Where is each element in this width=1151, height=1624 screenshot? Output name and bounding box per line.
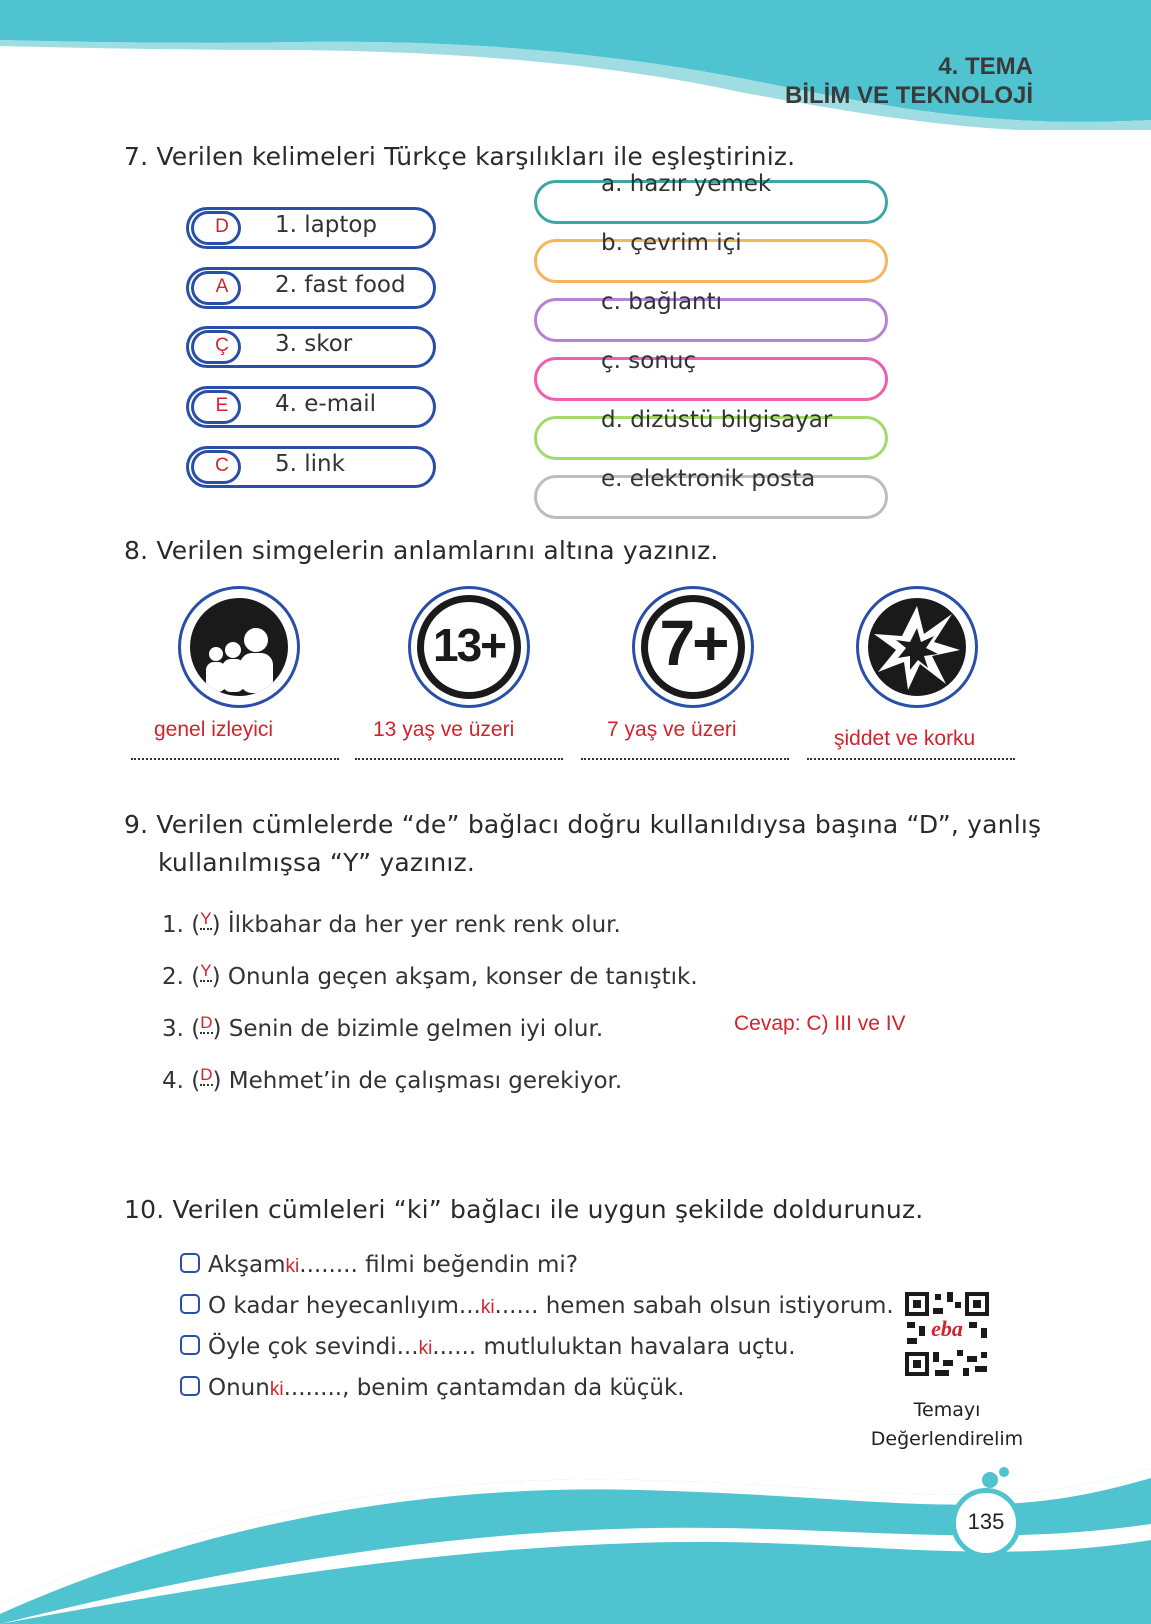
matching-right-item xyxy=(534,348,888,401)
sentence-text: ) İlkbahar da her yer renk renk olur. xyxy=(211,912,621,938)
sentence-number: 2. ( xyxy=(162,964,201,990)
symbol-violence-fear xyxy=(856,586,978,708)
blank-dots: ........ xyxy=(299,1252,358,1278)
symbol-age-7 xyxy=(632,586,754,708)
checkbox-icon[interactable] xyxy=(180,1335,200,1355)
blank-dots: ........ xyxy=(283,1375,343,1401)
symbol-answer-2: 13 yaş ve üzeri xyxy=(373,718,515,741)
item-text-before: Onun xyxy=(208,1375,270,1401)
question-8-title: 8. Verilen simgelerin anlamlarını altına yazınız. xyxy=(124,536,719,565)
matching-right-label: a. hazır yemek xyxy=(601,171,772,197)
matching-left-item xyxy=(186,386,436,428)
matching-right-label: d. dizüstü bilgisayar xyxy=(601,407,833,433)
matching-left-label: 2. fast food xyxy=(275,272,406,298)
sentence-text: ) Senin de bizimle gelmen iyi olur. xyxy=(212,1016,604,1042)
sentence-mark[interactable]: D xyxy=(200,1013,213,1032)
checkbox-icon[interactable] xyxy=(180,1294,200,1314)
matching-right-label: c. bağlantı xyxy=(601,289,723,315)
matching-right-item xyxy=(534,466,888,519)
matching-right-item xyxy=(534,171,888,224)
qr-caption xyxy=(862,1396,1032,1454)
sentence-mark[interactable]: Y xyxy=(200,961,212,980)
matching-left-label: 5. link xyxy=(275,451,345,477)
item-text-after: filmi beğendin mi? xyxy=(357,1252,579,1278)
question-9-title-line-1: 9. Verilen cümlelerde “de” bağlacı doğru kullanıldıysa başına “D”, yanlış xyxy=(124,810,1042,839)
matching-left-item xyxy=(186,446,436,488)
matching-right-item xyxy=(534,407,888,460)
fill-in-item xyxy=(180,1334,796,1360)
general-audience-icon xyxy=(190,598,288,696)
matching-answer: C xyxy=(215,455,229,476)
symbol-answer-3: 7 yaş ve üzeri xyxy=(607,718,737,741)
blank-dots: ...... xyxy=(432,1334,477,1360)
answer-line-1 xyxy=(131,755,339,760)
blank-dots: ...... xyxy=(494,1293,539,1319)
answer-note: Cevap: C) III ve IV xyxy=(734,1012,906,1035)
item-text-after: hemen sabah olsun istiyorum. xyxy=(538,1293,894,1319)
sentence-row xyxy=(162,909,621,938)
symbol-answer-1: genel izleyici xyxy=(154,718,274,741)
matching-right-label: e. elektronik posta xyxy=(601,466,816,492)
qr-code[interactable] xyxy=(903,1290,991,1378)
theme-number: 4. TEMA xyxy=(938,53,1033,80)
matching-left-item xyxy=(186,326,436,368)
matching-answer: Ç xyxy=(215,335,229,356)
checkbox-icon[interactable] xyxy=(180,1253,200,1273)
sentence-number: 4. ( xyxy=(162,1068,201,1094)
fill-in-item xyxy=(180,1252,578,1278)
page-number: 135 xyxy=(967,1509,1005,1534)
matching-right-item xyxy=(534,289,888,342)
matching-left-item xyxy=(186,207,436,249)
matching-left-item xyxy=(186,267,436,309)
matching-answer: E xyxy=(215,395,229,416)
question-7-title: 7. Verilen kelimeleri Türkçe karşılıkları ile eşleştiriniz. xyxy=(124,142,796,171)
sentence-row xyxy=(162,961,698,990)
matching-left-label: 3. skor xyxy=(275,331,353,357)
ki-answer[interactable]: ki xyxy=(269,1379,284,1400)
matching-answer: A xyxy=(215,276,229,297)
ki-answer[interactable]: ki xyxy=(480,1297,495,1318)
qr-caption-line-2: Değerlendirelim xyxy=(870,1428,1024,1450)
question-9-title-line-2: kullanılmışsa “Y” yazınız. xyxy=(158,848,476,877)
sentence-mark[interactable]: Y xyxy=(200,909,212,928)
item-text-before: Akşam xyxy=(208,1252,286,1278)
page-number-badge xyxy=(951,1488,1021,1558)
theme-header xyxy=(785,52,1033,110)
ki-answer[interactable]: ki xyxy=(418,1338,433,1359)
theme-title: BİLİM VE TEKNOLOJİ xyxy=(784,82,1033,109)
sentence-row xyxy=(162,1065,623,1094)
symbol-age-13 xyxy=(408,586,530,708)
symbol-answer-4: şiddet ve korku xyxy=(834,727,976,750)
item-text-after: , benim çantamdan da küçük. xyxy=(342,1375,685,1401)
qr-caption-line-1: Temayı xyxy=(913,1399,981,1421)
eba-logo: eba xyxy=(925,1318,969,1342)
answer-line-2 xyxy=(355,755,563,760)
matching-right-label: b. çevrim içi xyxy=(601,230,742,256)
sentence-text: ) Onunla geçen akşam, konser de tanıştık. xyxy=(211,964,698,990)
violence-fear-icon xyxy=(868,598,966,696)
sentence-row xyxy=(162,1013,604,1042)
matching-right-item xyxy=(534,230,888,283)
matching-left-label: 1. laptop xyxy=(275,212,378,238)
answer-line-3 xyxy=(581,755,789,760)
item-text-before: Öyle çok sevindi... xyxy=(208,1334,419,1360)
fill-in-item xyxy=(180,1375,685,1401)
answer-line-4 xyxy=(807,755,1015,760)
matching-right-label: ç. sonuç xyxy=(601,348,697,374)
checkbox-icon[interactable] xyxy=(180,1376,200,1396)
fill-in-item xyxy=(180,1293,894,1319)
question-10-title: 10. Verilen cümleleri “ki” bağlacı ile uygun şekilde doldurunuz. xyxy=(124,1195,924,1224)
matching-left-label: 4. e-mail xyxy=(275,391,376,417)
item-text-before: O kadar heyecanlıyım... xyxy=(208,1293,481,1319)
sentence-number: 3. ( xyxy=(162,1016,201,1042)
sentence-number: 1. ( xyxy=(162,912,201,938)
symbol-general-audience xyxy=(178,586,300,708)
age-13-icon: 13+ xyxy=(432,619,506,671)
matching-answer: D xyxy=(215,216,229,237)
ki-answer[interactable]: ki xyxy=(285,1256,300,1277)
age-7-icon: 7+ xyxy=(659,607,727,679)
sentence-mark[interactable]: D xyxy=(200,1065,213,1084)
item-text-after: mutluluktan havalara uçtu. xyxy=(476,1334,796,1360)
sentence-text: ) Mehmet’in de çalışması gerekiyor. xyxy=(212,1068,623,1094)
